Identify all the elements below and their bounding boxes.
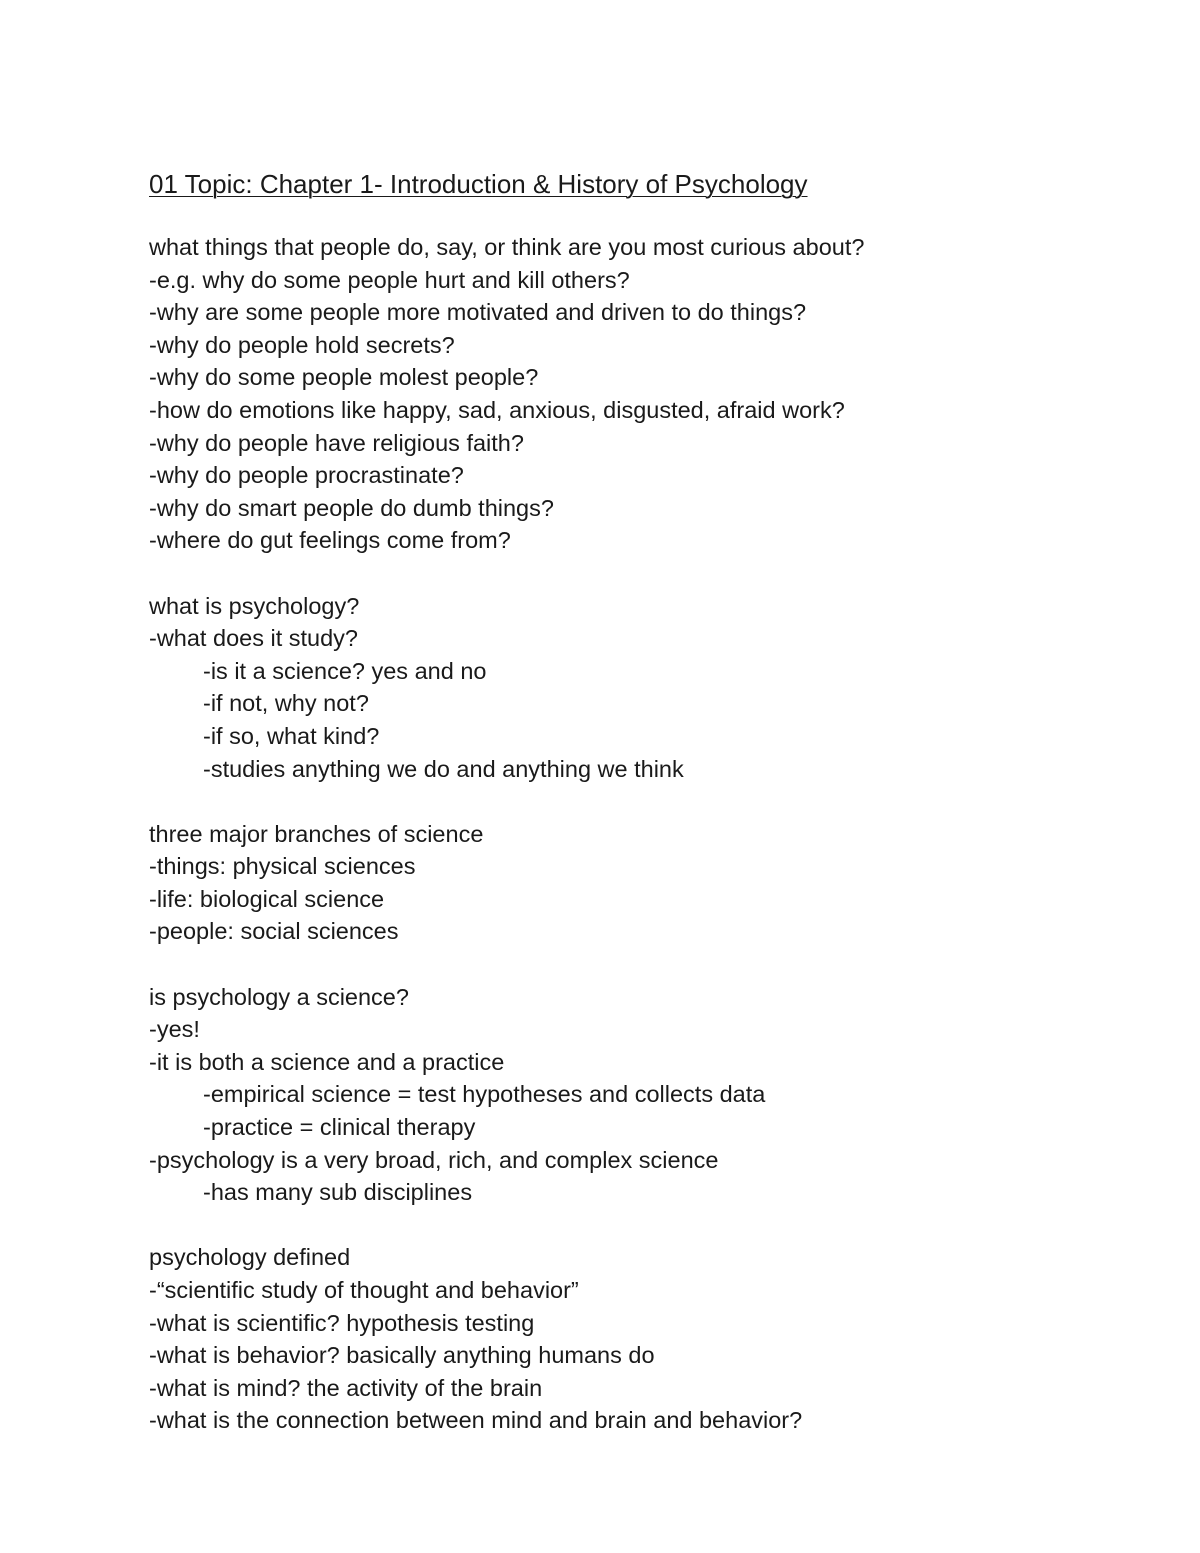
note-subline: -empirical science = test hypotheses and collects data xyxy=(203,1081,766,1108)
section-gap xyxy=(149,1209,1149,1242)
note-line: -people: social sciences xyxy=(149,918,399,945)
note-line: -life: biological science xyxy=(149,885,385,912)
notes-sections xyxy=(149,231,1149,1437)
note-subline: -is it a science? yes and no xyxy=(203,657,487,684)
note-line: -why do people have religious faith? xyxy=(149,429,524,456)
note-line: three major branches of science xyxy=(149,820,484,847)
note-line: -where do gut feelings come from? xyxy=(149,527,511,554)
note-line: -what is behavior? basically anything humans do xyxy=(149,1342,655,1369)
note-line: -yes! xyxy=(149,1016,200,1043)
note-subline: -has many sub disciplines xyxy=(203,1179,473,1206)
note-line: -why do people hold secrets? xyxy=(149,331,455,358)
notes-section xyxy=(149,231,1149,557)
note-line: -what is the connection between mind and brain and behavior? xyxy=(149,1407,803,1434)
note-line: -it is both a science and a practice xyxy=(149,1048,505,1075)
section-gap xyxy=(149,785,1149,818)
note-line: -e.g. why do some people hurt and kill others? xyxy=(149,266,630,293)
note-line: -“scientific study of thought and behavior” xyxy=(149,1277,579,1303)
notes-section xyxy=(149,981,1149,1209)
note-line: -what does it study? xyxy=(149,625,358,652)
note-line: -how do emotions like happy, sad, anxious, disgusted, afraid work? xyxy=(149,396,845,423)
notes-section xyxy=(149,818,1149,948)
section-gap xyxy=(149,557,1149,590)
note-subline: -practice = clinical therapy xyxy=(203,1114,476,1141)
section-gap xyxy=(149,948,1149,981)
note-line: -what is mind? the activity of the brain xyxy=(149,1374,543,1401)
notes-section xyxy=(149,590,1149,786)
note-line: -why do people procrastinate? xyxy=(149,462,464,489)
note-line: is psychology a science? xyxy=(149,983,409,1010)
note-line: what is psychology? xyxy=(149,592,360,619)
note-subline: -if so, what kind? xyxy=(203,722,380,749)
note-line: -why do smart people do dumb things? xyxy=(149,494,554,521)
note-line: what things that people do, say, or think are you most curious about? xyxy=(149,234,865,260)
document-body xyxy=(149,168,1149,1437)
note-line: psychology defined xyxy=(149,1244,351,1271)
notes-section xyxy=(149,1241,1149,1437)
note-line: -things: physical sciences xyxy=(149,853,416,880)
note-line: -why are some people more motivated and driven to do things? xyxy=(149,299,807,326)
spacer xyxy=(149,200,1149,231)
page-title: 01 Topic: Chapter 1- Introduction & History of Psychology xyxy=(149,169,808,199)
note-subline: -studies anything we do and anything we think xyxy=(203,755,684,782)
note-subline: -if not, why not? xyxy=(203,690,369,717)
note-line: -why do some people molest people? xyxy=(149,364,539,391)
note-line: -psychology is a very broad, rich, and complex science xyxy=(149,1146,719,1173)
note-line: -what is scientific? hypothesis testing xyxy=(149,1309,535,1336)
